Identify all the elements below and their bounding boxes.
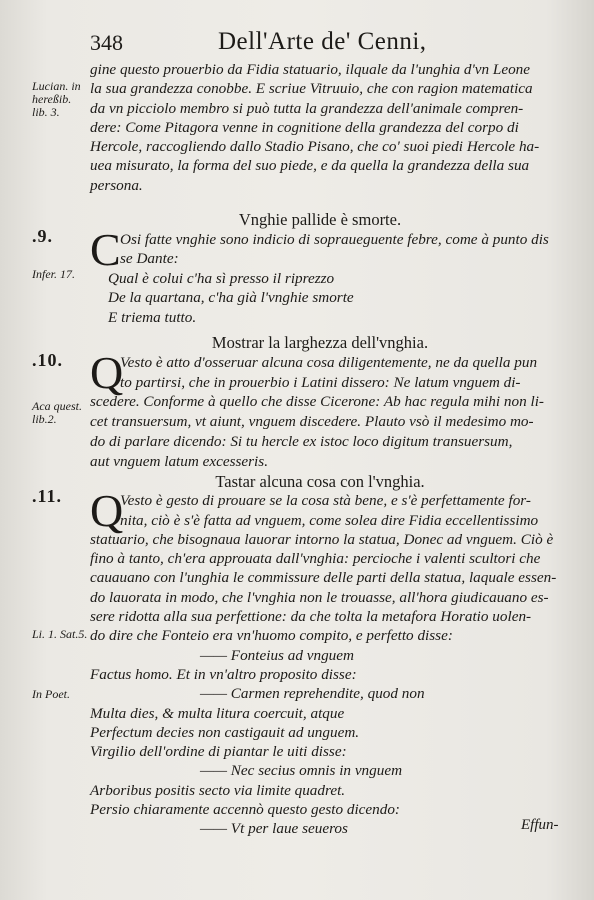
verse-line: Multa dies, & multa litura coercuit, atque (90, 704, 345, 722)
text-line: nita, ciò è s'è fatta ad vnguem, come solea dire Fidia eccellentissimo (120, 511, 539, 529)
page-header (0, 28, 594, 58)
text-line: do dire che Fonteio era vn'huomo compito, e perfetto disse: (90, 627, 453, 645)
text-line: cauauano con l'unghia le commissure delle parti della statua, laquale essen- (90, 569, 557, 587)
verse-line: E triema tutto. (108, 308, 197, 326)
text-line: la sua grandezza conobbe. E scriue Vitruuio, che con ragion matematica (90, 80, 533, 98)
text-line: sere ridotta alla sua perfettione: da che tolta la metafora Horatio uolen- (90, 608, 532, 626)
drop-cap: Q (90, 346, 124, 398)
paragraph (90, 485, 570, 645)
paragraph (90, 223, 570, 275)
running-head: Dell'Arte de' Cenni, (218, 28, 427, 55)
verse-line: Perfectum decies non castigauit ad unguem. (90, 723, 360, 741)
text-line: do lauorata in modo, che l'vnghia non le trouasse, all'hora giudicauano es- (90, 588, 549, 606)
section-number-9: .9. (32, 226, 53, 246)
text-line: Virgilio dell'ordine di piantar le uiti disse: (90, 743, 347, 761)
text-line: persona. (90, 176, 143, 194)
text-line: do di parlare dicendo: Si tu hercle ex istoc loco digitum transuersum, (90, 432, 513, 450)
paragraph-continued (90, 60, 570, 195)
section-heading: Vnghie pallide è smorte. (238, 210, 402, 229)
margin-note-lisat: Li. 1. Sat.5. (32, 627, 88, 641)
text-line: fino à tanto, ch'era approuata dall'vnghia: percioche i valenti scultori che (90, 550, 541, 568)
drop-cap: Q (90, 485, 124, 537)
text-line: aut vnguem latum excesseris. (90, 452, 268, 470)
text-line: Vesto è gesto di prouare se la cosa stà bene, e s'è perfettamente for- (120, 492, 531, 510)
margin-note-aca: Aca quest. lib.2. (32, 399, 82, 426)
text-line: Hercole, raccogliendo dallo Stadio Pisano, che co' suoi piedi Hercole ha- (90, 138, 540, 156)
text-line: Vesto è atto d'osseruar alcuna cosa diligentemente, ne da quella pun (120, 353, 538, 371)
section-number-11: .11. (32, 486, 63, 506)
page-number: 348 (90, 30, 123, 55)
verse-line: Arboribus positis secto via limite quadret. (90, 781, 346, 799)
margin-note-inpoet: In Poet. (32, 687, 70, 701)
text-line: Osi fatte vnghie sono indicio di sopraueguente febre, come à punto dis (120, 230, 549, 248)
section-heading: Mostrar la larghezza dell'vnghia. (211, 333, 429, 352)
text-line: to partirsi, che in prouerbio i Latini dissero: Ne latum vnguem di- (120, 373, 521, 391)
section-number-10: .10. (32, 350, 63, 370)
text-line: da vn picciolo membro si può tutta la grandezza dell'animale compren- (90, 99, 524, 117)
margin-note-infer: Infer. 17. (32, 267, 75, 281)
text-line: cet transuersum, vt aiunt, vnguem discedere. Plauto vsò il medesimo mo- (90, 413, 534, 431)
verse-line: Factus homo. Et in vn'altro proposito disse: (90, 665, 357, 683)
paragraph (90, 346, 570, 472)
section-touch-with-nail (90, 472, 570, 839)
verse-line: De la quartana, c'ha già l'vnghie smorte (108, 289, 354, 307)
section-nail-width (90, 333, 570, 472)
verse-line: —— Nec secius omnis in vnguem (200, 762, 403, 780)
text-line: statuario, che bisognaua lauorar intorno la statua, Donec ad vnguem. Ciò è (90, 530, 554, 548)
text-line: gine questo prouerbio da Fidia statuario, ilquale da l'unghia d'vn Leone (90, 61, 531, 78)
text-line: scedere. Conforme à quello che disse Cicerone: Ab hac regula mihi non li- (90, 393, 544, 411)
text-line: uea misurato, la forma del suo piede, e da quella la grandezza della sua (90, 157, 530, 175)
verse-line: —— Fonteius ad vnguem (200, 646, 354, 664)
margin-note-lucian: Lucian. in hereßib. lib. 3. (32, 79, 81, 119)
verse-line: Qual è colui c'ha sì presso il riprezzo (108, 269, 335, 287)
text-line: dere: Come Pitagora venne in cognitione della grandezza del corpo di (90, 118, 519, 136)
catchword: Effun- (521, 817, 559, 833)
drop-cap: C (90, 223, 121, 275)
verse-line: —— Vt per laue seueros (200, 820, 348, 838)
text-line: se Dante: (120, 250, 179, 268)
text-line: Persio chiaramente accennò questo gesto dicendo: (90, 801, 400, 819)
section-pallid-nails (90, 210, 570, 328)
section-heading: Tastar alcuna cosa con l'vnghia. (215, 472, 425, 491)
verse-line: —— Carmen reprehendite, quod non (200, 685, 425, 703)
